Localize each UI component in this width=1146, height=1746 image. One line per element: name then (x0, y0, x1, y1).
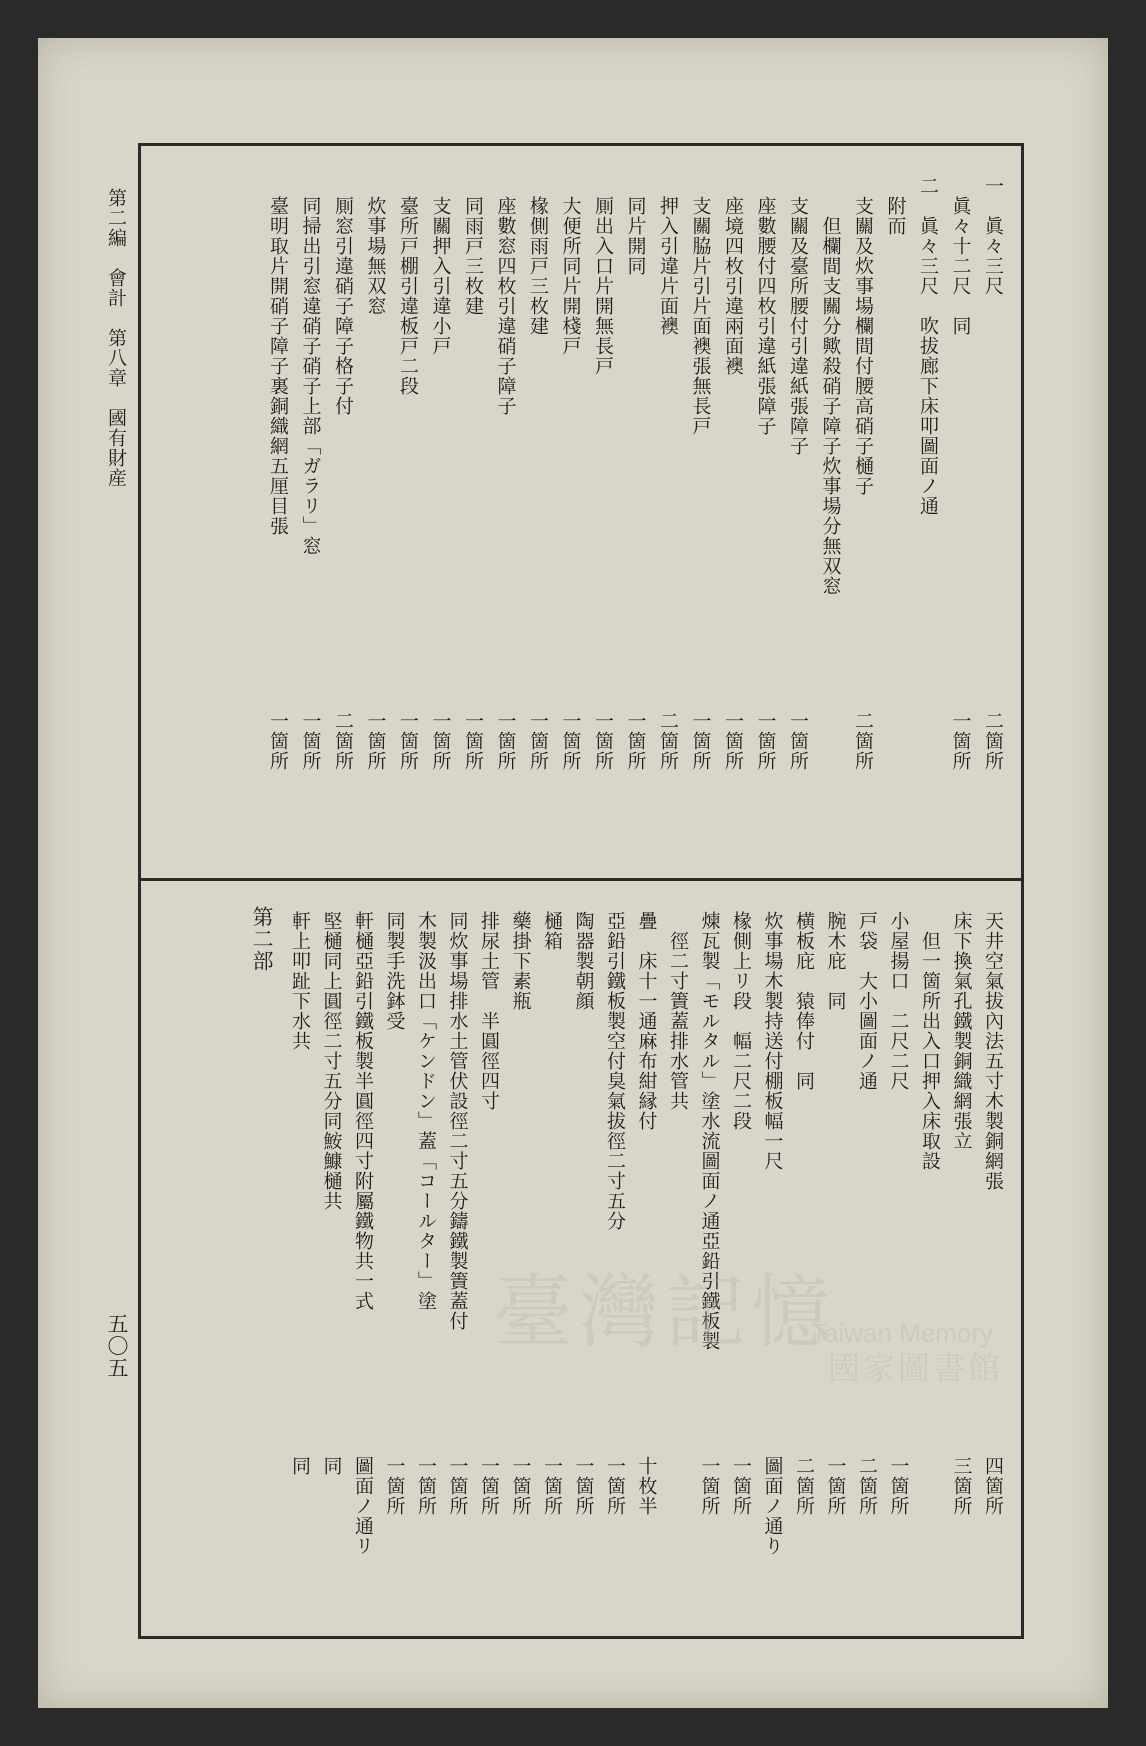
row-quantity: 三箇所 (950, 1456, 973, 1516)
row-item-text: 戸袋 大小圖面ノ通 (856, 911, 878, 1091)
row-quantity: 一箇所 (572, 1456, 595, 1516)
row-item-text: 小屋揚口 二尺二尺 (887, 911, 910, 1091)
row-item-text: 腕木庇 同 (824, 911, 847, 1011)
page-number: 五〇五 (105, 1313, 129, 1379)
row-quantity: 一箇所 (730, 1456, 752, 1516)
row-item-text: 軒上叩趾下水共 (289, 911, 311, 1051)
row-quantity: 一箇所 (559, 711, 582, 771)
row-quantity: 一箇所 (698, 1456, 721, 1516)
row-quantity: 二箇所 (657, 711, 679, 771)
row-item-text: 天井空氣拔內法五寸木製銅網張 (982, 911, 1004, 1191)
row-quantity: 一箇所 (824, 1456, 847, 1516)
row-quantity: 圖面ノ通リ (352, 1456, 374, 1556)
row-item-text: 同掃出引窓違硝子硝子上部「ガラリ」窓 (299, 176, 322, 556)
row-quantity: 一箇所 (364, 711, 387, 771)
row-item-text: 椽側上リ段 幅二尺二段 (730, 911, 752, 1131)
row-quantity: 一箇所 (949, 711, 972, 771)
row-item-text: 木製汲出口「ケンドン」蓋「コールター」塗 (415, 911, 437, 1311)
row-quantity: 一箇所 (754, 711, 777, 771)
row-item-text: 二 眞々三尺 吹拔廊下床叩圖面ノ通 (917, 176, 939, 516)
row-quantity: 一箇所 (383, 1456, 406, 1516)
row-quantity: 同 (289, 1456, 311, 1476)
row-quantity: 一箇所 (397, 711, 419, 771)
upper-section (141, 146, 1021, 878)
content-frame (138, 143, 1024, 1639)
row-item-text: 軒樋亞鉛引鐵板製半圓徑四寸附屬鐵物共一式 (352, 911, 374, 1311)
row-item-text: 座數腰付四枚引違紙張障子 (754, 176, 777, 436)
row-item-text: 臺所戸棚引違板戸二段 (397, 176, 419, 396)
row-quantity: 一箇所 (478, 1456, 500, 1516)
row-quantity: 一箇所 (429, 711, 452, 771)
running-head: 第二編 會計 第八章 國有財産 (105, 188, 127, 488)
row-item-text: 厠窓引違硝子障子格子付 (332, 176, 354, 416)
row-item-text: 支關及臺所腰付引違紙張障子 (787, 176, 809, 456)
row-item-text: 陶器製朝顔 (572, 911, 595, 1011)
row-item-text: 樋箱 (541, 911, 563, 951)
row-item-text: 堅樋同上圓徑二寸五分同鮟鱇樋共 (320, 911, 343, 1211)
row-item-text: 附而 (884, 176, 907, 236)
row-quantity: 一箇所 (494, 711, 517, 771)
row-quantity: 一箇所 (604, 1456, 626, 1516)
row-item-text: 排尿土管 半圓徑四寸 (478, 911, 500, 1111)
row-item-text: 同片開同 (624, 176, 647, 276)
row-item-text: 但欄間支關分歟殺硝子障子炊事場分無双窓 (819, 176, 842, 596)
row-item-text: 炊事場無双窓 (364, 176, 387, 316)
row-item-text: 座數窓四枚引違硝子障子 (494, 176, 517, 416)
row-item-text: 支關及炊事場欄間付腰高硝子樋子 (852, 176, 874, 496)
row-item-text: 同雨戸三枚建 (462, 176, 484, 316)
row-item-text: 一 眞々三尺 (982, 176, 1004, 296)
part-heading: 第二部 (250, 906, 274, 972)
row-quantity: 一箇所 (299, 711, 322, 771)
row-quantity: 一箇所 (415, 1456, 437, 1516)
row-quantity: 一箇所 (527, 711, 549, 771)
watermark-english: Taiwan Memory (810, 1318, 993, 1348)
document-page (38, 38, 1108, 1708)
row-item-text: 厠出入口片開無長戸 (592, 176, 614, 376)
row-quantity: 一箇所 (689, 711, 712, 771)
watermark-logo (493, 1248, 1013, 1387)
row-item-text: 支關押入引違小戸 (429, 176, 452, 356)
row-item-text: 炊事場木製持送付棚板幅一尺 (761, 911, 784, 1171)
row-quantity: 圖面ノ通り (761, 1456, 784, 1556)
row-item-text: 床下換氣孔鐵製銅織網張立 (950, 911, 973, 1151)
row-item-text: 座境四枚引違兩面襖 (722, 176, 744, 376)
row-quantity: 二箇所 (982, 711, 1004, 771)
watermark-subtitle: 國家圖書館 (827, 1349, 1003, 1387)
row-item-text: 横板庇 猿俸付 同 (793, 911, 815, 1091)
row-item-text: 但一箇所出入口押入床取設 (919, 911, 941, 1171)
row-item-text: 椽側雨戸三枚建 (527, 176, 549, 336)
row-item-text: 臺明取片開硝子障子裏銅織網五厘目張 (267, 176, 289, 536)
row-item-text: 眞々十二尺 同 (949, 176, 972, 336)
row-quantity: 一箇所 (446, 1456, 469, 1516)
row-item-text: 同炊事場排水土管伏設徑二寸五分鑄鐵製簀蓋付 (446, 911, 469, 1331)
row-item-text: 同製手洗鉢受 (383, 911, 406, 1031)
row-quantity: 一箇所 (267, 711, 289, 771)
row-quantity: 二箇所 (793, 1456, 815, 1516)
row-quantity: 四箇所 (982, 1456, 1004, 1516)
row-quantity: 一箇所 (887, 1456, 910, 1516)
row-quantity: 一箇所 (509, 1456, 532, 1516)
row-item-text: 煉瓦製「モルタル」塗水流圖面ノ通亞鉛引鐵板製 (698, 911, 721, 1351)
row-quantity: 二箇所 (852, 711, 874, 771)
row-quantity: 一箇所 (787, 711, 809, 771)
row-item-text: 亞鉛引鐵板製空付臭氣拔徑二寸五分 (604, 911, 626, 1231)
row-quantity: 十枚半 (635, 1456, 658, 1516)
row-quantity: 二箇所 (856, 1456, 878, 1516)
watermark-title: 臺灣記憶 (493, 1266, 837, 1359)
row-quantity: 一箇所 (592, 711, 614, 771)
row-quantity: 一箇所 (722, 711, 744, 771)
row-item-text: 藥掛下素瓶 (509, 911, 532, 1011)
row-quantity: 一箇所 (541, 1456, 563, 1516)
row-item-text: 押入引違片面襖 (657, 176, 679, 336)
row-item-text: 徑二寸簀蓋排水管共 (667, 911, 689, 1111)
row-quantity: 一箇所 (462, 711, 484, 771)
row-quantity: 一箇所 (624, 711, 647, 771)
row-item-text: 疊 床十一通麻布紺縁付 (635, 911, 658, 1131)
row-item-text: 大便所同片開棧戸 (559, 176, 582, 356)
row-quantity: 二箇所 (332, 711, 354, 771)
row-quantity: 同 (320, 1456, 343, 1476)
row-item-text: 支關脇片引片面襖張無長戸 (689, 176, 712, 436)
